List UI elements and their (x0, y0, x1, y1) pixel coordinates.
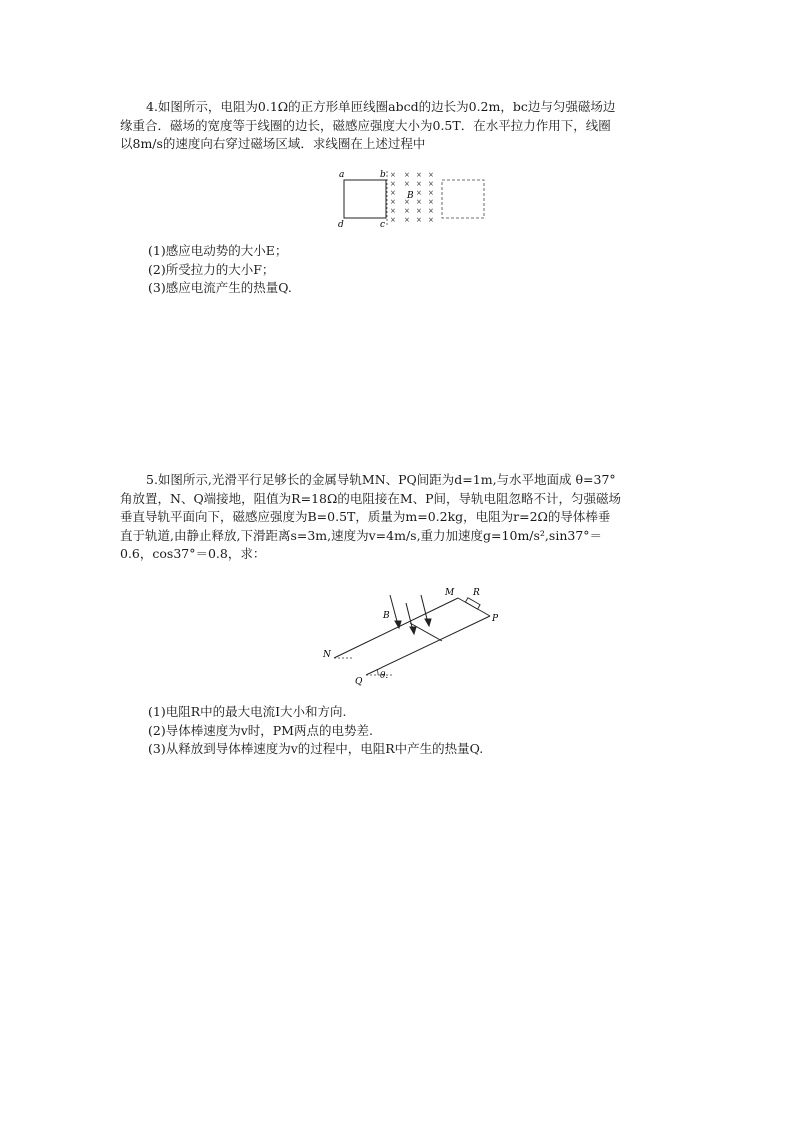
cross-mark: × (390, 198, 396, 206)
label-P: P (492, 614, 499, 624)
cross-mark: × (428, 180, 434, 188)
label-theta: θ. (380, 671, 389, 681)
cross-mark: × (404, 198, 410, 206)
corner-label-b: b (380, 170, 386, 180)
cross-mark: × (404, 216, 410, 224)
problem-5-question-2: (2)导体棒速度为v时，PM两点的电势差. (148, 722, 373, 738)
problem-4-line-3: 以8m/s的速度向右穿过磁场区域．求线圈在上述过程中 (120, 136, 426, 151)
field-label-B: B (407, 191, 414, 201)
problem-4-questions (148, 242, 292, 298)
corner-label-c: c (380, 220, 386, 230)
problem-4-line-2: 缘重合．磁场的宽度等于线圈的边长，磁感应强度大小为0.5T．在水平拉力作用下，线圈 (120, 117, 611, 133)
coil-square (344, 180, 386, 218)
problem-5-figure (318, 583, 508, 688)
problem-4-question-3: (3)感应电流产生的热量Q. (148, 280, 292, 295)
problem-5-line-1-text: 5.如图所示,光滑平行足够长的金属导轨MN、PQ间距为d=1m,与水平地面成 θ=37° (146, 472, 616, 487)
cross-mark: × (390, 180, 396, 188)
field-label-B: B (383, 611, 390, 621)
problem-4-question-1: (1)感应电动势的大小E； (148, 243, 288, 258)
problem-5-line-3: 垂直导轨平面向下，磁感应强度为B=0.5T，质量为m=0.2kg，电阻为r=2Ω的导体棒垂 (120, 509, 611, 524)
label-R: R (473, 588, 480, 598)
problem-5-line-5: 0.6，cos37°＝0.8，求： (120, 546, 266, 561)
cross-mark: × (428, 216, 434, 224)
cross-mark: × (390, 216, 396, 224)
cross-mark: × (416, 216, 422, 224)
cross-mark: × (428, 207, 434, 215)
label-Q: Q (355, 677, 363, 687)
rail-MN (334, 598, 458, 658)
problem-4-statement (120, 98, 680, 154)
cross-mark: × (404, 207, 410, 215)
cross-mark: × (428, 189, 434, 197)
problem-5-line-4: 直于轨道,由静止释放,下滑距离s=3m,速度为v=4m/s,重力加速度g=10m/s²,sin37°＝ (120, 527, 603, 543)
label-M: M (445, 588, 455, 598)
cross-mark: × (416, 171, 422, 179)
problem-5-line-1 (120, 471, 680, 490)
problem-5-question-3: (3)从释放到导体棒速度为v的过程中，电阻R中产生的热量Q. (148, 741, 484, 756)
label-N: N (323, 650, 331, 660)
cross-mark: × (390, 207, 396, 215)
problem-4-question-2: (2)所受拉力的大小F； (148, 261, 275, 277)
resistor-R (465, 598, 480, 609)
cross-mark: × (416, 207, 422, 215)
cross-mark: × (404, 171, 410, 179)
problem-5-questions (148, 703, 483, 759)
cross-mark: × (416, 189, 422, 197)
cross-mark: × (416, 180, 422, 188)
cross-mark: × (416, 198, 422, 206)
cross-mark: × (428, 171, 434, 179)
corner-label-a: a (339, 170, 345, 180)
cross-mark: × (428, 198, 434, 206)
problem-5-line-2: 角放置，N、Q端接地，阻值为R=18Ω的电阻接在M、P间，导轨电阻忽略不计，匀强磁场 (120, 490, 622, 506)
cross-mark: × (390, 171, 396, 179)
problem-4-line-1 (120, 98, 680, 117)
problem-4-line-1-text: 4.如图所示，电阻为0.1Ω的正方形单匝线圈abcd的边长为0.2m，bc边与匀强磁场边 (146, 99, 616, 114)
corner-label-d: d (338, 220, 344, 230)
angle-arc (377, 669, 378, 675)
cross-mark: × (404, 180, 410, 188)
cross-mark: × (390, 189, 396, 197)
problem-5-statement (120, 471, 680, 564)
problem-5-question-1: (1)电阻R中的最大电流I大小和方向. (148, 704, 347, 719)
problem-4-figure (330, 165, 500, 235)
coil-dashed-square (442, 180, 484, 218)
